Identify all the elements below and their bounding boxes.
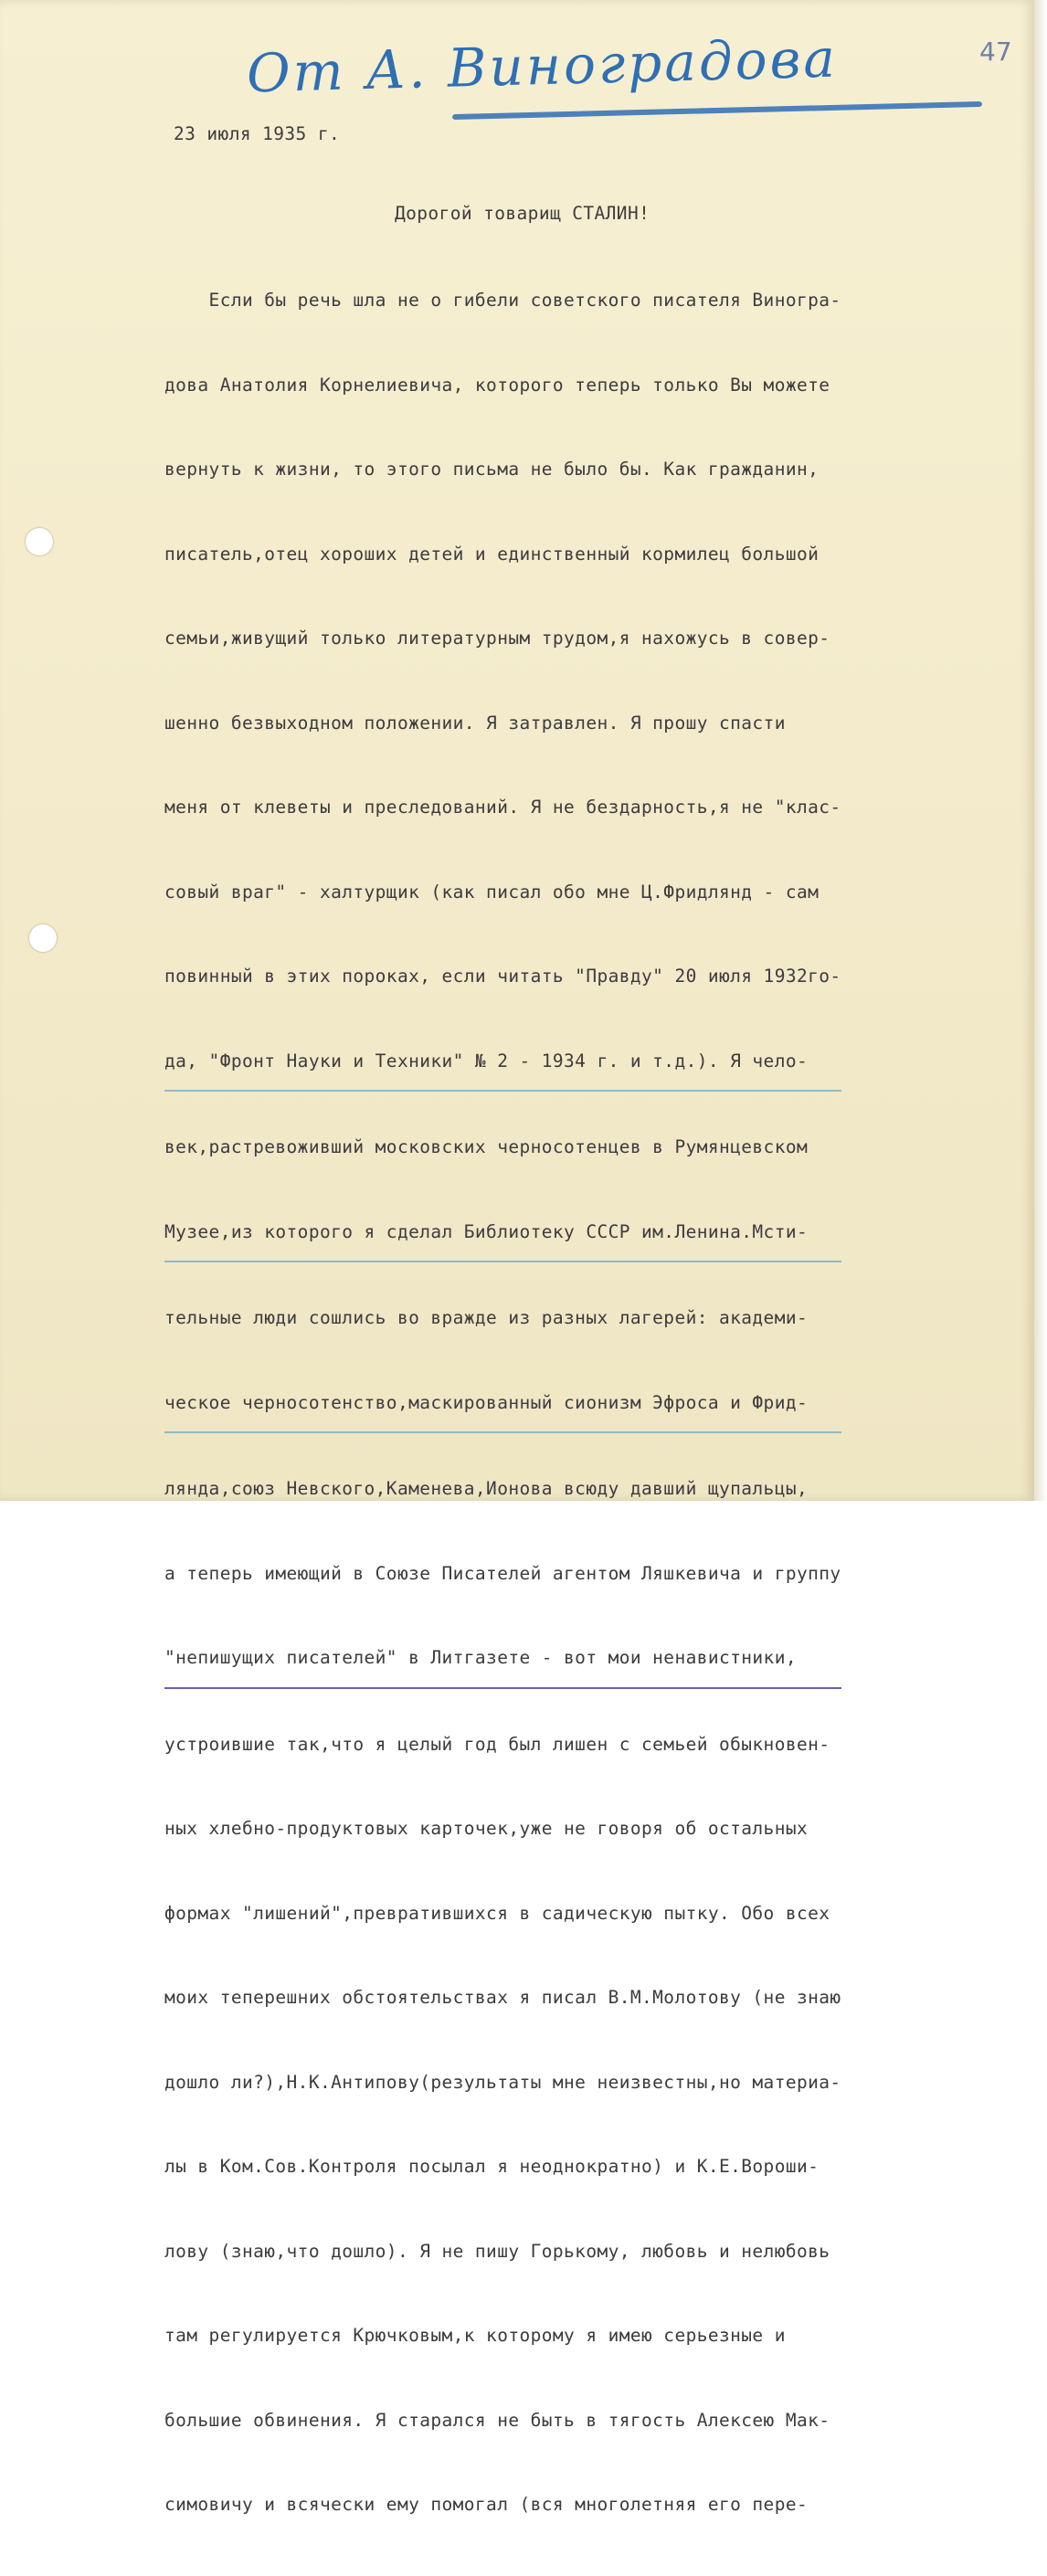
body-line: ных хлебно-продуктовых карточек,уже не говоря об остальных (164, 1818, 809, 1839)
body-line: тельные люди сошлись во вражде из разных лагерей: академи- (164, 1307, 809, 1328)
body-line: да, "Фронт Науки и Техники" № 2 - 1934 г. и т.д.). Я чело- (164, 1048, 841, 1093)
page-edge (1034, 0, 1047, 1501)
body-line: Музее,из которого я сделал Библиотеку СССР им.Ленина.Мсти- (164, 1219, 841, 1263)
body-line: лы в Ком.Сов.Контроля посылал я неоднократно) и К.Е.Вороши- (164, 2156, 820, 2177)
punch-hole-top (26, 528, 53, 555)
body-line: лову (знаю,что дошло). Я не пишу Горькому, любовь и нелюбовь (164, 2240, 830, 2262)
body-line: меня от клеветы и преследований. Я не бездарность,я не "клас- (164, 797, 841, 818)
body-line: век,растревоживший московских черносотенцев в Румянцевском (164, 1136, 809, 1157)
salutation: Дорогой товарищ СТАЛИН! (395, 203, 650, 224)
handwritten-header: От А. Виноградова (246, 26, 839, 105)
body-line: вернуть к жизни, то этого письма не было бы. Как гражданин, (164, 459, 820, 480)
body-line: повинный в этих пороках, если читать "Правду" 20 июля 1932го- (164, 966, 841, 987)
body-line: писатель,отец хороших детей и единственный кормилец большой (164, 543, 820, 565)
body-line: совый враг" - халтурщик (как писал обо мне Ц.Фридлянд - сам (164, 881, 820, 903)
body-line: устроившие так,что я целый год был лишен с семьей обыкновен- (164, 1733, 830, 1755)
handwritten-underline (452, 101, 982, 120)
body-line: дова Анатолия Корнелиевича, которого теперь только Вы можете (164, 374, 830, 396)
body-line: шенно безвыходном положении. Я затравлен. Я прошу спасти (164, 712, 786, 734)
body-line: большие обвинения. Я старался не быть в тягость Алексею Мак- (164, 2409, 830, 2431)
body-line: лянда,союз Невского,Каменева,Ионова всюду давший щупальцы, (164, 1478, 809, 1499)
body-line: а теперь имеющий в Союзе Писателей агентом Ляшкевича и группу (164, 1562, 841, 1584)
body-line: дошло ли?),Н.К.Антипову(результаты мне неизвестны,но материа- (164, 2071, 841, 2093)
body-line: Если бы речь шла не о гибели советского писателя Виногра- (164, 290, 841, 311)
body-line: формах "лишений",превратившихся в садическую пытку. Обо всех (164, 1902, 830, 1924)
body-line: "непишущих писателей" в Литгазете - вот мои ненавистники, (164, 1644, 841, 1689)
body-line: там регулируется Крючковым,к которому я имею серьезные и (164, 2325, 786, 2346)
body-line: ческое черносотенство,маскированный сионизм Эфроса и Фрид- (164, 1389, 841, 1434)
body-line: симовичу и всячески ему помогал (вся многолетняя его пере- (164, 2494, 809, 2515)
punch-hole-bottom (29, 924, 57, 952)
letter-body (164, 245, 841, 2576)
letter-date: 23 июля 1935 г. (174, 123, 341, 144)
page-number: 47 (979, 37, 1012, 67)
body-line: семьи,живущий только литературным трудом,я нахожусь в совер- (164, 628, 830, 649)
body-line: моих теперешних обстоятельствах я писал В.М.Молотову (не знаю (164, 1987, 841, 2008)
